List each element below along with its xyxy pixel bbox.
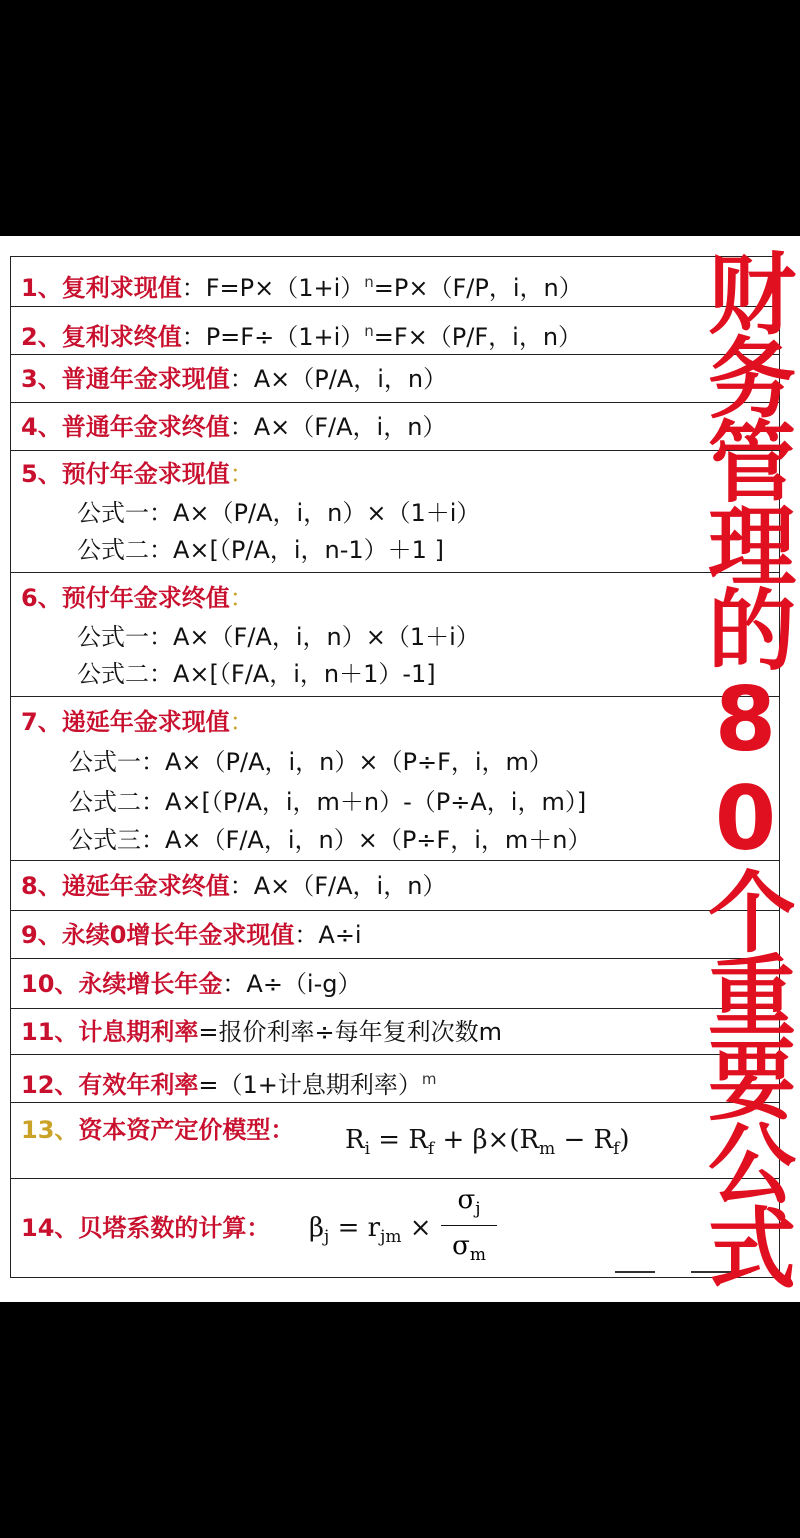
formula-label: 资本资产定价模型： <box>78 1116 295 1144</box>
math-symbol: = r <box>329 1213 381 1243</box>
table-row <box>11 307 779 355</box>
table-row <box>11 911 779 959</box>
formula-label: 11、计息期利率 <box>21 1018 199 1046</box>
formula-text: ：A×（P/A，i，n） <box>229 365 448 393</box>
formula-text: =（1+计息期利率） <box>198 1071 422 1099</box>
formula-line <box>21 871 446 901</box>
table-row <box>11 1179 779 1279</box>
formula-text: 公式一：A×（F/A，i，n）×（1＋i） <box>77 623 480 651</box>
fraction-numerator: $\sigma_j$ <box>457 1185 481 1219</box>
formula-line <box>21 583 254 613</box>
table-row <box>11 355 779 403</box>
formula-label: 9、永续0增长年金求现值 <box>21 921 295 949</box>
formula-label: 10、永续增长年金 <box>21 970 223 998</box>
superscript: m <box>421 1070 437 1088</box>
formula-text: =F×（P/F，i，n） <box>373 323 583 351</box>
formula-text: ：P=F÷（1+i） <box>181 323 365 351</box>
formula-label: 3、普通年金求现值 <box>21 365 230 393</box>
formula-line <box>21 1115 294 1145</box>
formula-table <box>10 256 780 1278</box>
formula-text: 公式一：A×（P/A，i，n）×（P÷F，i，m） <box>69 748 553 776</box>
formula-label: 14、贝塔系数的计算： <box>21 1214 271 1242</box>
formula-line <box>21 412 446 442</box>
table-row <box>11 451 779 573</box>
math-subscript: m <box>539 1139 556 1159</box>
fraction-denominator: $\sigma_m$ <box>452 1231 486 1265</box>
formula-label: 12、有效年利率 <box>21 1071 199 1099</box>
math-symbol: R <box>345 1125 365 1155</box>
formula-line <box>21 267 583 303</box>
table-row <box>11 959 779 1009</box>
formula-text: =报价利率÷每年复利次数m <box>198 1018 503 1046</box>
formula-line <box>21 459 254 489</box>
math-subscript: j <box>324 1227 330 1247</box>
formula-text: ：F=P×（1+i） <box>181 274 365 302</box>
formula-text: 公式二：A×[（P/A，i，m＋n）-（P÷A，i，m）] <box>69 788 587 816</box>
formula-text: 公式三：A×（F/A，i，n）×（P÷F，i，m＋n） <box>69 826 592 854</box>
math-symbol: β <box>309 1213 325 1243</box>
formula-sheet <box>0 236 800 1302</box>
formula-label: 1、复利求现值 <box>21 274 182 302</box>
formula-text: 公式二：A×[（F/A，i，n＋1）-1] <box>77 660 436 688</box>
formula-text: 公式一：A×（P/A，i，n）×（1＋i） <box>77 499 481 527</box>
table-row <box>11 403 779 451</box>
divider <box>615 1271 655 1273</box>
formula-number: 13、 <box>21 1116 79 1144</box>
beta-formula <box>309 1213 432 1252</box>
colon: ： <box>229 584 254 612</box>
formula-line <box>21 364 447 394</box>
formula-line <box>21 316 582 352</box>
formula-line <box>21 920 362 950</box>
math-symbol: ) <box>619 1125 630 1155</box>
formula-text: =P×（F/P，i，n） <box>373 274 583 302</box>
math-subscript: i <box>364 1139 371 1159</box>
page-title: 财务管理的80个重要公式 <box>694 248 797 1286</box>
table-row <box>11 573 779 697</box>
capm-formula <box>345 1125 630 1164</box>
math-subscript: f <box>613 1139 620 1159</box>
formula-text: ：A÷i <box>294 921 362 949</box>
superscript: n <box>364 273 374 291</box>
formula-text: 公式二：A×[（P/A，i，n-1）＋1 ] <box>77 536 444 564</box>
math-symbol: + β×(R <box>434 1125 540 1155</box>
table-row <box>11 861 779 911</box>
formula-text: ：A÷（i-g） <box>222 970 362 998</box>
fraction-bar <box>441 1225 497 1226</box>
table-row <box>11 697 779 861</box>
table-row <box>11 257 779 307</box>
formula-label: 7、递延年金求现值 <box>21 708 230 736</box>
math-subscript: f <box>427 1139 435 1159</box>
colon: ： <box>229 708 254 736</box>
table-row <box>11 1009 779 1055</box>
formula-line <box>21 707 254 737</box>
math-symbol: × <box>401 1213 432 1243</box>
formula-text: ：A×（F/A，i，n） <box>229 413 447 441</box>
formula-label: 2、复利求终值 <box>21 323 182 351</box>
math-symbol: − R <box>555 1125 614 1155</box>
math-subscript: jm <box>380 1227 402 1247</box>
formula-line <box>21 1213 270 1243</box>
formula-label: 6、预付年金求终值 <box>21 584 230 612</box>
math-symbol: = R <box>370 1125 428 1155</box>
formula-label: 5、预付年金求现值 <box>21 460 230 488</box>
table-row <box>11 1103 779 1179</box>
superscript: n <box>364 322 374 340</box>
table-row <box>11 1055 779 1103</box>
formula-text: ：A×（F/A，i，n） <box>229 872 447 900</box>
formula-line <box>21 1064 437 1100</box>
formula-label: 4、普通年金求终值 <box>21 413 230 441</box>
formula-line <box>21 969 362 999</box>
formula-line <box>21 1017 502 1047</box>
formula-label: 8、递延年金求终值 <box>21 872 230 900</box>
colon: ： <box>229 460 254 488</box>
